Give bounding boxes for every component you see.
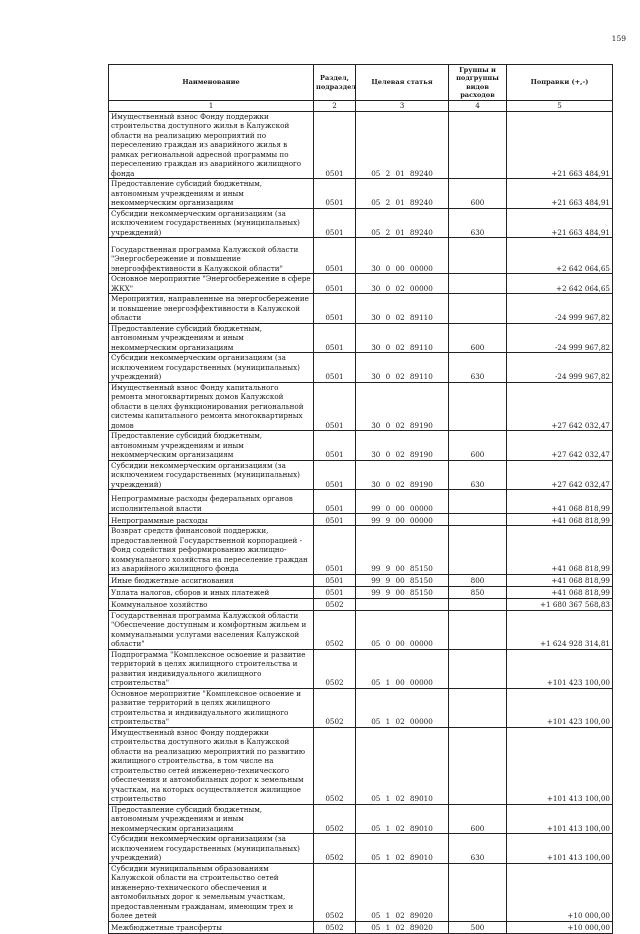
row-name: Имущественный взнос Фонду поддержки строительства доступного жилья в Калужской области на реализацию мероприятий по развитию жилищного строительства, в том числе на строительство сетей инженерно-технического обеспечения и автомобильных дорог к земельным участкам, на которых осуществляется жилищное строительство [109,727,314,804]
row-group [449,238,507,274]
row-group [449,727,507,804]
row-article: 05 1 02 89010 [356,804,449,834]
row-article: 30 0 00 00000 [356,238,449,274]
row-article: 99 9 00 85150 [356,574,449,586]
row-group [449,274,507,294]
table-row [109,179,613,209]
row-section: 0501 [314,460,356,490]
row-amount: +21 663 484,91 [507,179,613,209]
table-row [109,323,613,353]
row-amount: -24 999 967,82 [507,353,613,383]
row-name: Уплата налогов, сборов и иных платежей [109,586,314,598]
row-article: 05 1 02 89010 [356,727,449,804]
column-number-row [109,101,613,112]
row-amount: +101 413 100,00 [507,804,613,834]
table-row [109,586,613,598]
row-name: Государственная программа Калужской области "Обеспечение доступным и комфортным жильем и коммунальными услугами населения Калужской области" [109,610,314,649]
table-row [109,598,613,610]
table-row [109,431,613,461]
row-group [449,649,507,688]
row-group: 600 [449,431,507,461]
table-body [109,111,613,933]
table-row [109,294,613,324]
row-article [356,598,449,610]
row-amount: +2 642 064,65 [507,274,613,294]
header-article: Целевая статья [356,65,449,101]
row-name: Предоставление субсидий бюджетным, автономным учреждениям и иным некоммерческим организациям [109,323,314,353]
header-group: Группы и подгруппы видов расходов [449,65,507,101]
table-row [109,274,613,294]
table-row [109,610,613,649]
row-section: 0502 [314,688,356,727]
row-group: 600 [449,323,507,353]
row-name: Возврат средств финансовой поддержки, предоставленной Государственной корпорацией - Фонд содействия реформированию жилищно-коммунального хозяйства на переселение граждан из аварийного жилищного фонда [109,526,314,575]
row-section: 0501 [314,490,356,514]
row-amount: -24 999 967,82 [507,294,613,324]
row-amount: +101 423 100,00 [507,688,613,727]
row-amount: +41 068 818,99 [507,514,613,526]
row-section: 0501 [314,179,356,209]
header-section: Раздел, подраздел [314,65,356,101]
row-name: Непрограммные расходы федеральных органов исполнительной власти [109,490,314,514]
row-section: 0501 [314,382,356,431]
row-section: 0501 [314,323,356,353]
table-row [109,238,613,274]
row-group: 600 [449,804,507,834]
row-article: 05 1 02 89010 [356,834,449,864]
row-section: 0502 [314,610,356,649]
table-row [109,834,613,864]
row-section: 0502 [314,649,356,688]
row-article: 05 2 01 89240 [356,111,449,179]
row-section: 0501 [314,353,356,383]
row-article: 05 1 02 00000 [356,688,449,727]
row-section: 0501 [314,208,356,238]
budget-table [108,64,613,934]
row-amount: +27 642 032,47 [507,382,613,431]
row-section: 0501 [314,274,356,294]
row-article: 05 0 00 00000 [356,610,449,649]
row-name: Иные бюджетные ассигнования [109,574,314,586]
row-article: 30 0 02 89110 [356,353,449,383]
column-number: 3 [356,101,449,112]
row-name: Субсидии некоммерческим организациям (за исключением государственных (муниципальных) учреждений) [109,353,314,383]
table-header-row [109,65,613,101]
table-row [109,353,613,383]
row-amount: +41 068 818,99 [507,586,613,598]
row-section: 0501 [314,294,356,324]
row-name: Государственная программа Калужской области "Энергосбережение и повышение энергоэффективности в Калужской области" [109,238,314,274]
row-group [449,526,507,575]
table-row [109,382,613,431]
row-article: 30 0 02 00000 [356,274,449,294]
row-amount: +27 642 032,47 [507,431,613,461]
row-section: 0502 [314,598,356,610]
row-name: Имущественный взнос Фонду капитального ремонта многоквартирных домов Калужской области в целях функционирования региональной системы капитального ремонта многоквартирных домов [109,382,314,431]
row-section: 0502 [314,834,356,864]
row-section: 0501 [314,526,356,575]
row-section: 0501 [314,586,356,598]
row-article: 99 9 00 85150 [356,526,449,575]
row-group [449,598,507,610]
row-amount: +41 068 818,99 [507,490,613,514]
row-name: Субсидии муниципальным образованиям Калужской области на строительство сетей инженерно-технического обеспечения и автомобильных дорог к земельным участкам, предоставленным гражданам, имеющим трех и более детей [109,863,314,921]
row-section: 0501 [314,574,356,586]
row-section: 0502 [314,863,356,921]
table-row [109,111,613,179]
row-section: 0502 [314,727,356,804]
row-article: 05 2 01 89240 [356,179,449,209]
row-section: 0502 [314,804,356,834]
row-name: Предоставление субсидий бюджетным, автономным учреждениям и иным некоммерческим организациям [109,804,314,834]
row-amount: +101 413 100,00 [507,727,613,804]
row-section: 0501 [314,238,356,274]
row-group [449,610,507,649]
row-article: 30 0 02 89110 [356,323,449,353]
row-name: Основное мероприятие "Комплексное освоение и развитие территорий в целях жилищного строительства и индивидуального жилищного строительства" [109,688,314,727]
row-amount: +41 068 818,99 [507,526,613,575]
row-amount: -24 999 967,82 [507,323,613,353]
row-amount: +41 068 818,99 [507,574,613,586]
row-name: Имущественный взнос Фонду поддержки строительства доступного жилья в Калужской области на реализацию мероприятий по переселению граждан из аварийного жилья в рамках региональной адресной программы по переселению граждан из аварийного жилищного фонда [109,111,314,179]
row-name: Предоставление субсидий бюджетным, автономным учреждениям и иным некоммерческим организациям [109,179,314,209]
row-amount: +10 000,00 [507,863,613,921]
page-number: 159 [611,34,626,43]
row-name: Субсидии некоммерческим организациям (за исключением государственных (муниципальных) учреждений) [109,834,314,864]
table-row [109,490,613,514]
row-amount: +21 663 484,91 [507,111,613,179]
column-number: 4 [449,101,507,112]
row-amount: +1 680 367 568,83 [507,598,613,610]
row-group [449,688,507,727]
row-article: 30 0 02 89190 [356,460,449,490]
row-name: Субсидии некоммерческим организациям (за исключением государственных (муниципальных) учреждений) [109,460,314,490]
row-name: Основное мероприятие "Энергосбережение в сфере ЖКХ" [109,274,314,294]
row-name: Мероприятия, направленные на энергосбережение и повышение энергоэффективности в Калужской области [109,294,314,324]
row-name: Межбюджетные трансферты [109,921,314,933]
row-article: 05 2 01 89240 [356,208,449,238]
row-group: 500 [449,921,507,933]
row-group: 800 [449,574,507,586]
row-section: 0501 [314,431,356,461]
table-row [109,804,613,834]
header-amendments: Поправки (+,-) [507,65,613,101]
row-group: 630 [449,460,507,490]
row-name: Подпрограмма "Комплексное освоение и развитие территорий в целях жилищного строительства и развития индивидуального жилищного строительства" [109,649,314,688]
row-name: Субсидии некоммерческим организациям (за исключением государственных (муниципальных) учреждений) [109,208,314,238]
row-article: 99 9 00 00000 [356,514,449,526]
row-name: Коммунальное хозяйство [109,598,314,610]
row-group [449,111,507,179]
table-row [109,649,613,688]
row-section: 0501 [314,514,356,526]
table-row [109,208,613,238]
row-group [449,490,507,514]
row-article: 05 1 00 00000 [356,649,449,688]
row-amount: +21 663 484,91 [507,208,613,238]
row-group [449,863,507,921]
row-article: 99 9 00 85150 [356,586,449,598]
row-amount: +10 000,00 [507,921,613,933]
row-article: 30 0 02 89190 [356,382,449,431]
row-article: 05 1 02 89020 [356,863,449,921]
row-amount: +27 642 032,47 [507,460,613,490]
row-group: 600 [449,179,507,209]
column-number: 5 [507,101,613,112]
row-section: 0502 [314,921,356,933]
row-group: 850 [449,586,507,598]
table-row [109,526,613,575]
row-article: 99 0 00 00000 [356,490,449,514]
column-number: 1 [109,101,314,112]
row-group: 630 [449,353,507,383]
row-amount: +101 423 100,00 [507,649,613,688]
row-article: 30 0 02 89110 [356,294,449,324]
header-name: Наименование [109,65,314,101]
table-row [109,514,613,526]
column-number: 2 [314,101,356,112]
table-row [109,574,613,586]
row-name: Непрограммные расходы [109,514,314,526]
table-row [109,460,613,490]
table-row [109,727,613,804]
row-article: 05 1 02 89020 [356,921,449,933]
row-name: Предоставление субсидий бюджетным, автономным учреждениям и иным некоммерческим организациям [109,431,314,461]
row-group [449,514,507,526]
row-amount: +101 413 100,00 [507,834,613,864]
table-row [109,688,613,727]
row-amount: +2 642 064,65 [507,238,613,274]
row-section: 0501 [314,111,356,179]
row-group: 630 [449,208,507,238]
row-amount: +1 624 928 314,81 [507,610,613,649]
row-group [449,294,507,324]
row-group [449,382,507,431]
row-article: 30 0 02 89190 [356,431,449,461]
row-group: 630 [449,834,507,864]
table-row [109,863,613,921]
table-row [109,921,613,933]
